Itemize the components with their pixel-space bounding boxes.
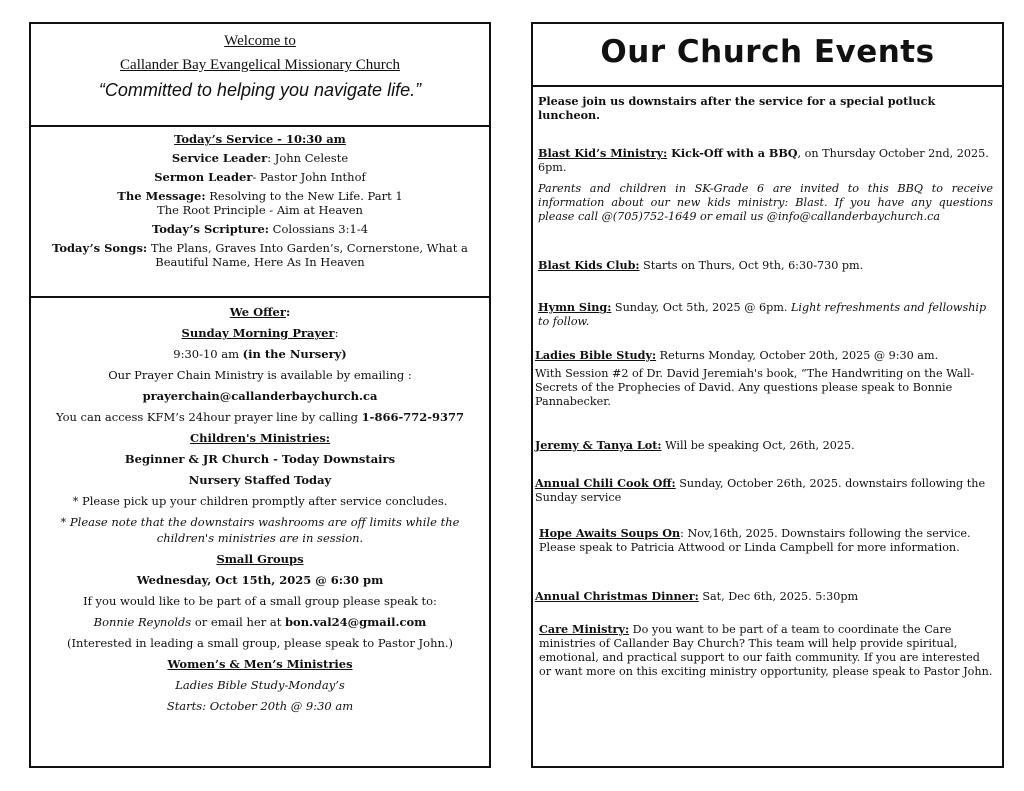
church-tagline: “Committed to helping you navigate life.” [98, 80, 422, 100]
events-title: Our Church Events [533, 24, 1002, 87]
todays-songs [31, 241, 489, 269]
bulletin-right-panel [531, 22, 1004, 768]
event-text: Do you want to be part of a team to coordinate the Care ministries of Callander Bay Church? This team will help provide spiritual, emotional, and practical support to our faith community. If you are interested or want more on this exciting ministry opportunity, please speak to Pastor John. [539, 623, 993, 678]
we-offer-title: We Offer [229, 305, 286, 319]
todays-scripture [31, 222, 489, 236]
event-highlight: Kick-Off with a BBQ [667, 146, 798, 160]
prayer-time [31, 346, 489, 362]
childrens-pickup-note: * Please pick up your children promptly after service concludes. [72, 494, 448, 508]
childrens-ministries-heading: Children's Ministries: [189, 431, 331, 445]
event-blast-kids-ministry [538, 146, 993, 175]
event-text: Sat, Dec 6th, 2025. 5:30pm [698, 590, 859, 603]
we-offer-heading [31, 304, 489, 320]
event-chili-cook-off [535, 476, 990, 505]
contact-name: Bonnie Reynolds [93, 615, 192, 629]
event-text: Sunday, October 26th, 2025. downstairs following the Sunday service [535, 477, 986, 504]
contact-email: bon.val24@gmail.com [285, 615, 427, 629]
event-blast-kids-club [538, 258, 993, 273]
event-text: Returns Monday, October 20th, 2025 @ 9:30 am. [656, 349, 939, 362]
event-label: Ladies Bible Study: [535, 348, 657, 362]
church-name: Callander Bay Evangelical Missionary Church [120, 57, 400, 73]
small-groups-heading: Small Groups [216, 552, 304, 566]
service-heading: Today’s Service - 10:30 am [174, 132, 346, 146]
event-text: Starts on Thurs, Oct 9th, 6:30-730 pm. [639, 259, 864, 272]
small-groups-contact [31, 614, 489, 630]
childrens-line-2: Nursery Staffed Today [188, 473, 332, 487]
service-leader-label: Service Leader [171, 151, 268, 165]
ladies-bible-study: Ladies Bible Study-Monday’s [175, 678, 345, 692]
songs-value: The Plans, Graves Into Garden’s, Cornerstone, What a Beautiful Name, Here As In Heaven [147, 241, 468, 269]
event-label: Jeremy & Tanya Lot: [535, 438, 662, 452]
event-label: Care Ministry: [539, 622, 630, 636]
message-value: Resolving to the New Life. Part 1 [205, 189, 403, 203]
service-leader [31, 151, 489, 165]
kfm-phone: 1-866-772-9377 [361, 410, 465, 424]
small-groups-lead-note: (Interested in leading a small group, please speak to Pastor John.) [66, 636, 454, 650]
event-hope-awaits-soups [539, 526, 994, 555]
prayer-chain-email: prayerchain@callanderbaychurch.ca [142, 389, 378, 403]
event-text: Will be speaking Oct, 26th, 2025. [661, 439, 855, 452]
event-hymn-sing [538, 300, 993, 329]
event-ladies-note: With Session #2 of Dr. David Jeremiah's book, “The Handwriting on the Wall-Secrets of the Prophecies of David. Any questions please speak to Bonnie Pannabecker. [535, 367, 975, 408]
ladies-bible-study-start: Starts: October 20th @ 9:30 am [166, 699, 354, 713]
songs-label: Today’s Songs: [52, 241, 148, 255]
event-note: Light refreshments and fellowship to follow. [538, 301, 987, 328]
prayer-heading [31, 325, 489, 341]
event-christmas-dinner [535, 589, 990, 604]
message-subtitle: The Root Principle - Aim at Heaven [157, 203, 363, 217]
event-label: Blast Kids Club: [538, 258, 640, 272]
event-text: , on Thursday October 2nd, 2025. 6pm. [538, 147, 989, 174]
welcome-line: Welcome to [224, 33, 296, 49]
prayer-place: (in the Nursery) [242, 347, 347, 361]
welcome-section [31, 24, 489, 127]
event-label: Annual Chili Cook Off: [535, 476, 676, 490]
service-leader-value: : John Celeste [267, 151, 349, 165]
scripture-value: Colossians 3:1-4 [269, 222, 369, 236]
event-text: Sunday, Oct 5th, 2025 @ 6pm. [611, 301, 791, 314]
sermon-leader-label: Sermon Leader [154, 170, 253, 184]
we-offer-section [31, 298, 489, 714]
small-groups-date: Wednesday, Oct 15th, 2025 @ 6:30 pm [136, 573, 384, 587]
event-care-ministry [539, 622, 994, 679]
potluck-intro: Please join us downstairs after the service for a special potluck luncheon. [538, 94, 936, 122]
prayer-colon: : [334, 326, 339, 340]
event-label: Annual Christmas Dinner: [535, 589, 699, 603]
we-offer-colon: : [285, 305, 291, 319]
womens-mens-heading: Women’s & Men’s Ministries [167, 657, 353, 671]
contact-email-text: or email her at [191, 615, 286, 629]
prayer-time-value: 9:30-10 am [173, 347, 243, 361]
message-label: The Message: [117, 189, 206, 203]
prayer-title: Sunday Morning Prayer [181, 326, 335, 340]
kfm-prayer-line [31, 409, 489, 425]
childrens-washroom-note: * Please note that the downstairs washrooms are off limits while the children's ministries are in session. [60, 515, 460, 545]
bulletin-left-panel [29, 22, 491, 768]
scripture-label: Today’s Scripture: [151, 222, 270, 236]
event-label: Hope Awaits Soups On [539, 526, 681, 540]
kfm-text: You can access KFM’s 24hour prayer line by calling [55, 410, 362, 424]
event-ladies-bible-study [535, 348, 990, 363]
event-label: Blast Kid’s Ministry: [538, 146, 668, 160]
sermon-leader-value: - Pastor John Inthof [252, 170, 366, 184]
todays-service-section [31, 127, 489, 298]
event-label: Hymn Sing: [538, 300, 612, 314]
childrens-line-1: Beginner & JR Church - Today Downstairs [124, 452, 396, 466]
sermon-leader [31, 170, 489, 184]
small-groups-text: If you would like to be part of a small group please speak to: [83, 594, 437, 608]
the-message [31, 189, 489, 217]
prayer-chain-text: Our Prayer Chain Ministry is available by emailing : [108, 368, 412, 382]
event-blast-note: Parents and children in SK-Grade 6 are invited to this BBQ to receive information about our new kids ministry: Blast. If you have any questions please call @(705)752-1649 or email us @info@callanderbaychurch.ca [538, 182, 993, 223]
event-jeremy-tanya [535, 438, 990, 453]
event-text: : Nov,16th, 2025. Downstairs following the service. Please speak to Patricia Attwood or Linda Campbell for more information. [539, 527, 971, 554]
